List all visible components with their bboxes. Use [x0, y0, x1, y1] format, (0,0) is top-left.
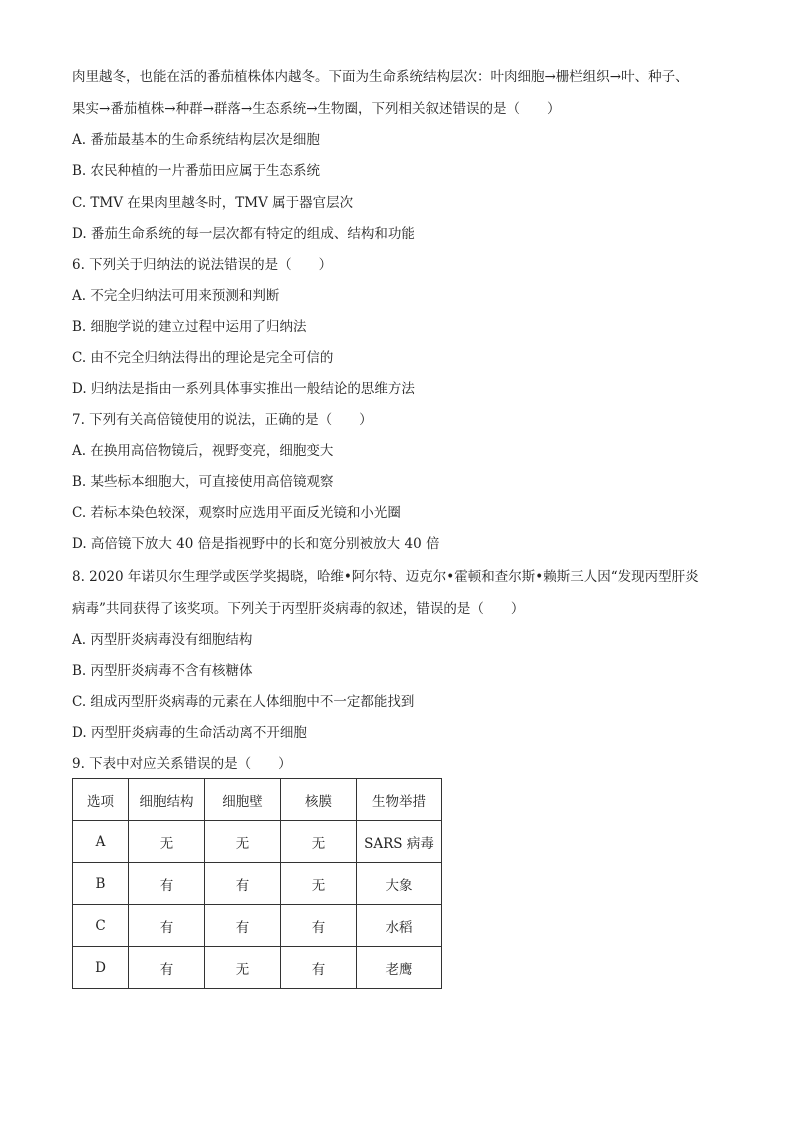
table-cell: 大象 — [357, 863, 442, 905]
table-header-cell: 生物举措 — [357, 779, 442, 821]
table-header-cell: 细胞结构 — [129, 779, 205, 821]
text-line: D. 番茄生命系统的每一层次都有特定的组成、结构和功能 — [72, 226, 415, 242]
table-cell: 无 — [205, 947, 281, 989]
table-cell: 无 — [281, 821, 357, 863]
text-line: A. 番茄最基本的生命系统结构层次是细胞 — [72, 132, 320, 148]
text-line: 病毒”共同获得了该奖项。下列关于丙型肝炎病毒的叙述，错误的是（ ） — [72, 601, 525, 617]
text-line: C. TMV 在果肉里越冬时，TMV 属于器官层次 — [72, 195, 354, 211]
table-cell: D — [73, 947, 129, 989]
text-line: B. 某些标本细胞大，可直接使用高倍镜观察 — [72, 474, 334, 490]
text-line: 果实→番茄植株→种群→群落→生态系统→生物圈，下列相关叙述错误的是（ ） — [72, 101, 561, 117]
table-header-cell: 细胞壁 — [205, 779, 281, 821]
table-cell: A — [73, 821, 129, 863]
text-line: 8. 2020 年诺贝尔生理学或医学奖揭晓，哈维•阿尔特、迈克尔•霍顿和查尔斯•赖斯三人因“发现丙型肝炎 — [72, 569, 699, 585]
table-header-cell: 选项 — [73, 779, 129, 821]
table-cell: 有 — [281, 947, 357, 989]
table-cell: SARS 病毒 — [357, 821, 442, 863]
table-cell: 无 — [129, 821, 205, 863]
text-line: A. 在换用高倍物镜后，视野变亮，细胞变大 — [72, 443, 334, 459]
text-line: B. 丙型肝炎病毒不含有核糖体 — [72, 663, 253, 679]
table-cell: 有 — [281, 905, 357, 947]
text-line: B. 农民种植的一片番茄田应属于生态系统 — [72, 163, 321, 179]
question-9-table — [72, 778, 442, 989]
text-line: D. 归纳法是指由一系列具体事实推出一般结论的思维方法 — [72, 381, 415, 397]
text-line: C. 组成丙型肝炎病毒的元素在人体细胞中不一定都能找到 — [72, 694, 415, 710]
table-row — [73, 905, 442, 947]
text-line: 肉里越冬，也能在活的番茄植株体内越冬。下面为生命系统结构层次：叶肉细胞→栅栏组织→叶、种子、 — [72, 69, 689, 85]
table-cell: 老鹰 — [357, 947, 442, 989]
text-line: A. 不完全归纳法可用来预测和判断 — [72, 288, 280, 304]
table-cell: 无 — [205, 821, 281, 863]
text-line: 7. 下列有关高倍镜使用的说法，正确的是（ ） — [72, 412, 373, 428]
text-line: D. 丙型肝炎病毒的生命活动离不开细胞 — [72, 725, 307, 741]
table-cell: 有 — [205, 905, 281, 947]
text-line: 9. 下表中对应关系错误的是（ ） — [72, 756, 292, 772]
text-line: 6. 下列关于归纳法的说法错误的是（ ） — [72, 257, 333, 273]
text-line: D. 高倍镜下放大 40 倍是指视野中的长和宽分别被放大 40 倍 — [72, 536, 440, 552]
table-cell: B — [73, 863, 129, 905]
table-cell: 无 — [281, 863, 357, 905]
table-header-row — [73, 779, 442, 821]
table-row — [73, 863, 442, 905]
table-header-cell: 核膜 — [281, 779, 357, 821]
table-cell: 有 — [129, 947, 205, 989]
text-line: C. 由不完全归纳法得出的理论是完全可信的 — [72, 350, 334, 366]
table-cell: C — [73, 905, 129, 947]
table-cell: 有 — [129, 905, 205, 947]
table-row — [73, 947, 442, 989]
table-row — [73, 821, 442, 863]
table-cell: 水稻 — [357, 905, 442, 947]
text-line: A. 丙型肝炎病毒没有细胞结构 — [72, 632, 253, 648]
text-line: C. 若标本染色较深，观察时应选用平面反光镜和小光圈 — [72, 505, 401, 521]
table-cell: 有 — [205, 863, 281, 905]
text-line: B. 细胞学说的建立过程中运用了归纳法 — [72, 319, 307, 335]
table-cell: 有 — [129, 863, 205, 905]
